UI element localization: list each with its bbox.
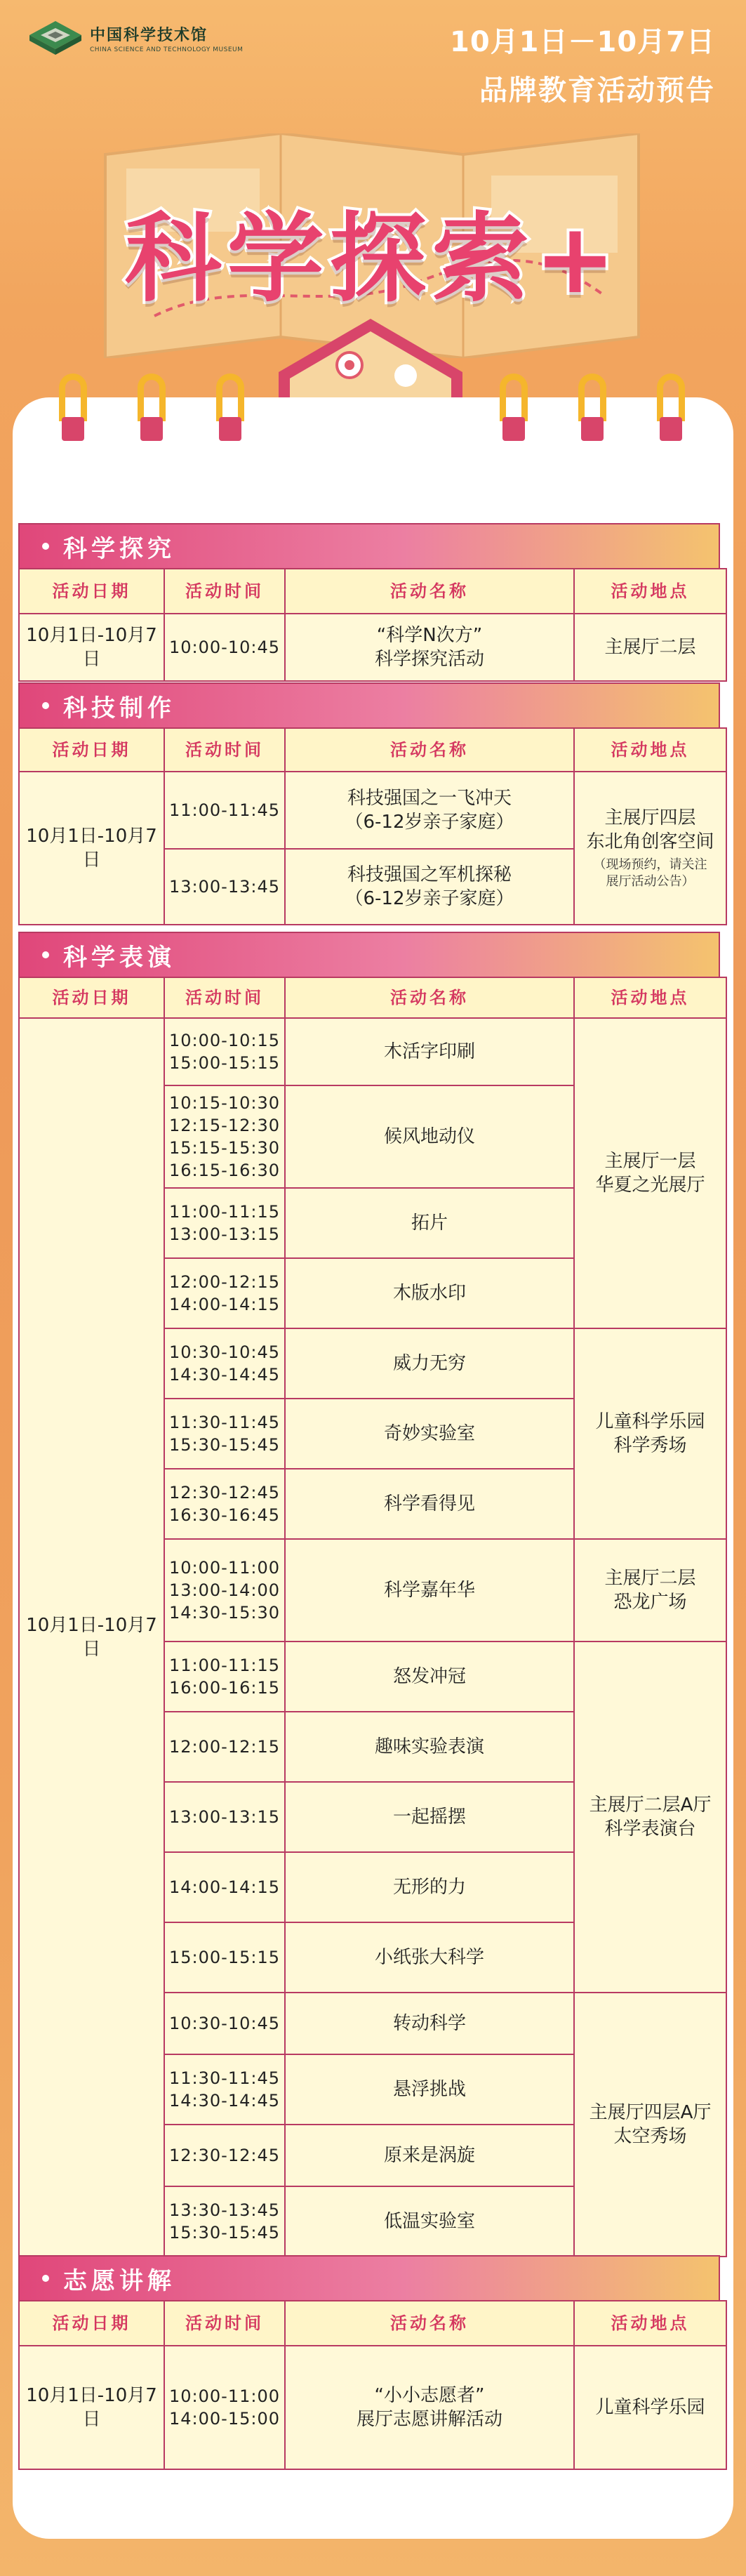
activity-name: 威力无穷: [285, 1328, 574, 1399]
activity-time: 13:00-13:15: [164, 1782, 285, 1852]
section-science-show: [18, 932, 720, 2257]
activity-location: 儿童科学乐园 科学秀场: [574, 1328, 726, 1539]
bullet-icon: [42, 702, 49, 709]
activity-time: 12:30-12:45: [164, 2125, 285, 2186]
activity-location: 主展厅四层A厅 太空秀场: [574, 1993, 726, 2257]
museum-logo: [28, 20, 243, 56]
activity-name: 悬浮挑战: [285, 2054, 574, 2125]
museum-logo-icon: [28, 20, 83, 56]
section-header: [18, 2255, 720, 2300]
column-header-date: 活动日期: [19, 2301, 164, 2346]
column-header-name: 活动名称: [285, 569, 574, 614]
binder-ring: [495, 374, 533, 441]
location-text: 主展厅四层 东北角创客空间: [586, 807, 714, 852]
column-header-time: 活动时间: [164, 2301, 285, 2346]
activity-location: [574, 772, 726, 925]
activity-name: 小纸张大科学: [285, 1922, 574, 1993]
activity-time: 11:00-11:45: [164, 772, 285, 849]
column-header-location: 活动地点: [574, 728, 726, 772]
column-header-time: 活动时间: [164, 728, 285, 772]
activity-time: 11:00-11:15 13:00-13:15: [164, 1188, 285, 1258]
activity-name: 拓片: [285, 1188, 574, 1258]
activity-time: 14:00-14:15: [164, 1852, 285, 1922]
activity-name: 转动科学: [285, 1993, 574, 2054]
activity-name: 科技强国之一飞冲天 （6-12岁亲子家庭）: [285, 772, 574, 849]
activity-location: 主展厅二层: [574, 614, 726, 681]
activity-time: 15:00-15:15: [164, 1922, 285, 1993]
schedule-table: [18, 727, 727, 925]
column-header-time: 活动时间: [164, 977, 285, 1018]
column-header-date: 活动日期: [19, 569, 164, 614]
activity-time: 10:00-10:15 15:00-15:15: [164, 1018, 285, 1085]
hero-title: 科学探索+: [124, 202, 622, 315]
schedule-table: [18, 568, 727, 682]
column-header-location: 活动地点: [574, 2301, 726, 2346]
activity-time: 12:00-12:15: [164, 1712, 285, 1782]
activity-time: 12:00-12:15 14:00-14:15: [164, 1258, 285, 1328]
activity-time: 10:00-10:45: [164, 614, 285, 681]
activity-time: 10:00-11:00 13:00-14:00 14:30-15:30: [164, 1539, 285, 1642]
column-header-date: 活动日期: [19, 977, 164, 1018]
column-header-name: 活动名称: [285, 728, 574, 772]
table-row: [19, 614, 726, 681]
activity-name: 无形的力: [285, 1852, 574, 1922]
section-header: [18, 523, 720, 568]
activity-time: 13:30-13:45 15:30-15:45: [164, 2186, 285, 2257]
activity-time: 11:30-11:45 15:30-15:45: [164, 1399, 285, 1469]
activity-name: 怒发冲冠: [285, 1642, 574, 1712]
location-note: （现场预约，请关注 展厅活动公告）: [593, 857, 707, 889]
activity-name: “科学N次方” 科学探究活动: [285, 614, 574, 681]
activity-date: 10月1日-10月7日: [19, 2346, 164, 2469]
activity-time: 12:30-12:45 16:30-16:45: [164, 1469, 285, 1539]
activity-name: 原来是涡旋: [285, 2125, 574, 2186]
activity-time: 10:30-10:45 14:30-14:45: [164, 1328, 285, 1399]
logo-chinese-name: 中国科学技术馆: [90, 26, 208, 44]
column-header-location: 活动地点: [574, 977, 726, 1018]
table-row: [19, 2346, 726, 2469]
activity-name: 科学看得见: [285, 1469, 574, 1539]
activity-date: 10月1日-10月7日: [19, 614, 164, 681]
section-title: 志愿讲解: [63, 2266, 175, 2295]
schedule-table: [18, 2300, 727, 2470]
section-title: 科学表演: [63, 943, 175, 972]
activity-time: 10:30-10:45: [164, 1993, 285, 2054]
activity-location: 儿童科学乐园: [574, 2346, 726, 2469]
header-subtitle: 品牌教育活动预告: [479, 74, 715, 107]
activity-name: 候风地动仪: [285, 1085, 574, 1188]
binder-ring: [55, 374, 93, 441]
section-header: [18, 932, 720, 977]
section-tech-making: [18, 682, 720, 925]
binder-ring: [653, 374, 691, 441]
activity-location: 主展厅二层A厅 科学表演台: [574, 1642, 726, 1993]
binder-ring: [133, 374, 171, 441]
column-header-name: 活动名称: [285, 977, 574, 1018]
logo-english-name: CHINA SCIENCE AND TECHNOLOGY MUSEUM: [90, 46, 244, 53]
activity-time: 11:30-11:45 14:30-14:45: [164, 2054, 285, 2125]
activity-name: 一起摇摆: [285, 1782, 574, 1852]
bullet-icon: [42, 951, 49, 958]
activity-date: 10月1日-10月7日: [19, 1018, 164, 2257]
table-row: [19, 772, 726, 849]
column-header-date: 活动日期: [19, 728, 164, 772]
section-volunteer-guide: [18, 2255, 720, 2470]
activity-name: 趣味实验表演: [285, 1712, 574, 1782]
activity-name: 低温实验室: [285, 2186, 574, 2257]
binder-ring: [574, 374, 612, 441]
section-header: [18, 682, 720, 727]
activity-time: 10:00-11:00 14:00-15:00: [164, 2346, 285, 2469]
table-row: [19, 1018, 726, 1085]
bullet-icon: [42, 543, 49, 550]
activity-time: 10:15-10:30 12:15-12:30 15:15-15:30 16:15-16:30: [164, 1085, 285, 1188]
column-header-location: 活动地点: [574, 569, 726, 614]
activity-location: 主展厅二层 恐龙广场: [574, 1539, 726, 1642]
activity-name: 科技强国之军机探秘 （6-12岁亲子家庭）: [285, 849, 574, 925]
header-dates: 10月1日－10月7日: [450, 26, 715, 58]
column-header-time: 活动时间: [164, 569, 285, 614]
section-title: 科学探究: [63, 534, 175, 563]
column-header-name: 活动名称: [285, 2301, 574, 2346]
activity-name: 木活字印刷: [285, 1018, 574, 1085]
header-info: [450, 20, 715, 108]
activity-time: 13:00-13:45: [164, 849, 285, 925]
schedule-table: [18, 977, 727, 2257]
activity-date: 10月1日-10月7日: [19, 772, 164, 925]
activity-name: 木版水印: [285, 1258, 574, 1328]
section-science-inquiry: [18, 523, 720, 682]
section-title: 科技制作: [63, 694, 175, 722]
activity-location: 主展厅一层 华夏之光展厅: [574, 1018, 726, 1328]
activity-name: “小小志愿者” 展厅志愿讲解活动: [285, 2346, 574, 2469]
activity-name: 奇妙实验室: [285, 1399, 574, 1469]
activity-time: 11:00-11:15 16:00-16:15: [164, 1642, 285, 1712]
binder-ring: [212, 374, 250, 441]
bullet-icon: [42, 2275, 49, 2282]
activity-name: 科学嘉年华: [285, 1539, 574, 1642]
